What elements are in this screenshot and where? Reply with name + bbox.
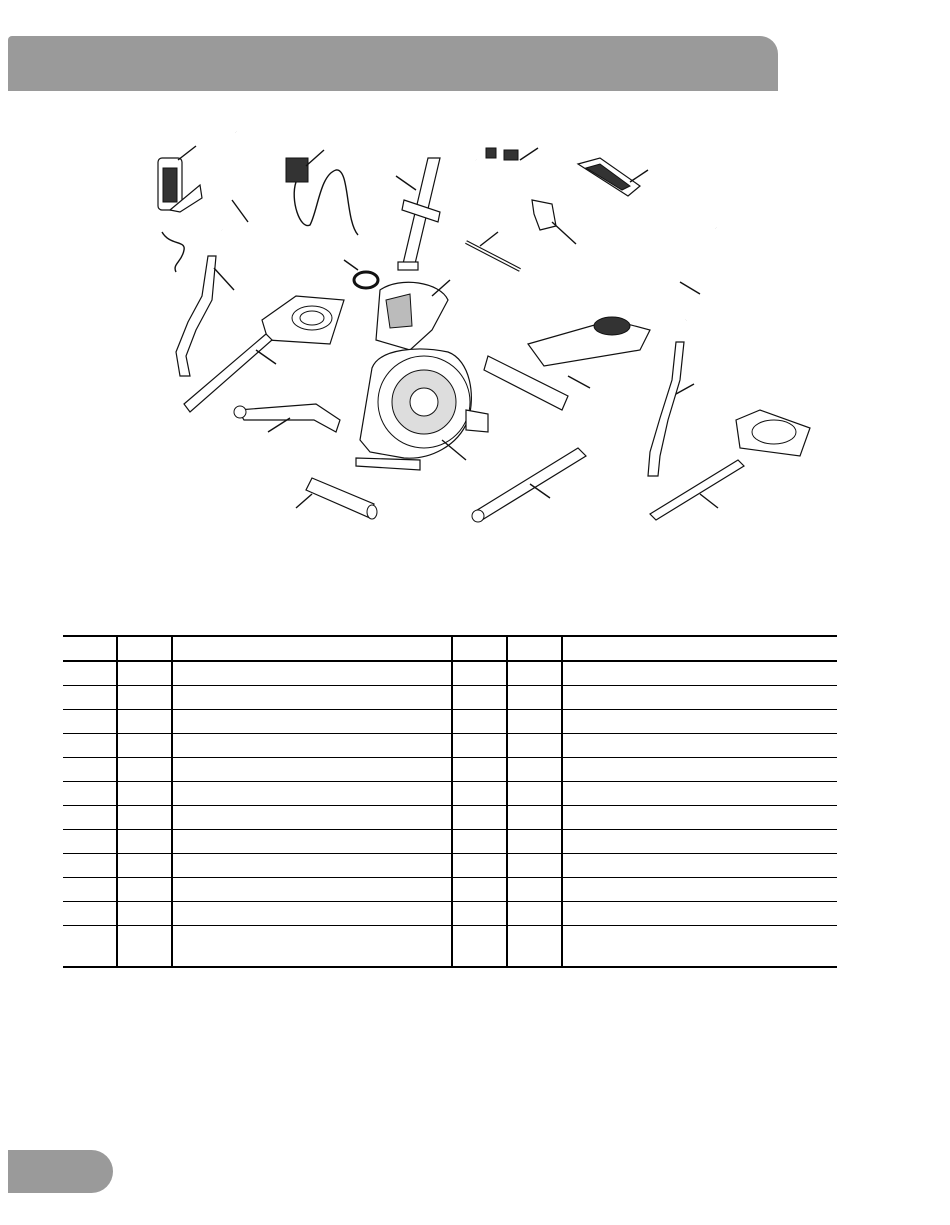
cell xyxy=(63,782,117,806)
accessory-tray xyxy=(578,158,648,196)
cell xyxy=(452,902,507,926)
front-post xyxy=(396,158,440,270)
cell xyxy=(452,926,507,968)
cell xyxy=(117,686,172,710)
cell xyxy=(452,661,507,686)
cell xyxy=(63,661,117,686)
cell xyxy=(507,902,562,926)
cell xyxy=(63,758,117,782)
col-key-no-2 xyxy=(452,636,507,661)
header-bar xyxy=(8,36,778,91)
cell xyxy=(507,710,562,734)
rear-stabilizer xyxy=(484,317,650,410)
cell xyxy=(117,902,172,926)
wave-washer xyxy=(344,260,378,288)
cell xyxy=(63,830,117,854)
col-key-no xyxy=(63,636,117,661)
table-row xyxy=(63,902,837,926)
table-row xyxy=(63,686,837,710)
table-row xyxy=(63,854,837,878)
cell xyxy=(172,902,452,926)
cell xyxy=(117,806,172,830)
cell xyxy=(172,734,452,758)
front-shroud xyxy=(376,280,450,350)
cell xyxy=(562,782,837,806)
cell xyxy=(507,878,562,902)
cell xyxy=(63,902,117,926)
cell xyxy=(63,806,117,830)
table-header-row xyxy=(63,636,837,661)
upper-handlebar-left xyxy=(221,132,248,230)
cell xyxy=(562,661,837,686)
cell xyxy=(452,854,507,878)
cell xyxy=(562,710,837,734)
cell xyxy=(172,686,452,710)
cell xyxy=(172,926,452,968)
cell xyxy=(63,734,117,758)
main-frame-flywheel xyxy=(356,349,488,470)
pedal-arm-right xyxy=(650,410,810,520)
page-number-tab xyxy=(8,1150,113,1193)
pulse-grip-handle xyxy=(476,148,538,181)
col-description-2 xyxy=(562,636,837,661)
cell xyxy=(172,758,452,782)
connecting-arm xyxy=(472,448,586,522)
cell xyxy=(452,830,507,854)
cell xyxy=(507,926,562,968)
cell xyxy=(562,734,837,758)
cell xyxy=(562,878,837,902)
cell xyxy=(562,830,837,854)
cell xyxy=(562,758,837,782)
cell xyxy=(63,686,117,710)
table-row xyxy=(63,926,837,968)
cell xyxy=(452,806,507,830)
table-row xyxy=(63,758,837,782)
cell xyxy=(117,661,172,686)
cell xyxy=(63,926,117,968)
cell xyxy=(452,734,507,758)
cell xyxy=(507,830,562,854)
table-row xyxy=(63,710,837,734)
front-stabilizer-tube xyxy=(296,478,377,519)
sensor-cable xyxy=(162,232,184,272)
table-row xyxy=(63,830,837,854)
cell xyxy=(507,806,562,830)
cell xyxy=(507,734,562,758)
cell xyxy=(452,758,507,782)
cell xyxy=(172,710,452,734)
axle-rod xyxy=(466,232,520,270)
cell xyxy=(117,926,172,968)
cell xyxy=(562,806,837,830)
upper-handlebar-right xyxy=(680,228,733,320)
cell xyxy=(117,758,172,782)
cell xyxy=(452,782,507,806)
table-row xyxy=(63,661,837,686)
cell xyxy=(172,782,452,806)
col-part-no xyxy=(117,636,172,661)
lower-handlebar-left xyxy=(176,256,234,376)
pedal-arm-left xyxy=(184,296,344,412)
lower-handlebar-right xyxy=(648,342,694,476)
cell xyxy=(172,806,452,830)
cell xyxy=(117,830,172,854)
cell xyxy=(562,902,837,926)
cell xyxy=(63,878,117,902)
cell xyxy=(452,710,507,734)
cell xyxy=(507,758,562,782)
cell xyxy=(117,734,172,758)
cell xyxy=(172,878,452,902)
exploded-parts-illustration xyxy=(0,100,950,540)
power-adapter xyxy=(286,150,358,235)
cell xyxy=(562,926,837,968)
cell xyxy=(172,661,452,686)
cell xyxy=(117,782,172,806)
col-description xyxy=(172,636,452,661)
col-part-no-2 xyxy=(507,636,562,661)
cell xyxy=(172,854,452,878)
cell xyxy=(63,854,117,878)
table-row xyxy=(63,806,837,830)
table-row xyxy=(63,782,837,806)
console-part xyxy=(158,146,202,212)
cell xyxy=(507,782,562,806)
cell xyxy=(172,830,452,854)
cell xyxy=(117,710,172,734)
cell xyxy=(117,854,172,878)
parts-list-table xyxy=(63,635,837,968)
cell xyxy=(562,686,837,710)
cell xyxy=(507,661,562,686)
cell xyxy=(452,686,507,710)
cell xyxy=(507,686,562,710)
cell xyxy=(452,878,507,902)
crank-arm xyxy=(234,404,340,432)
cell xyxy=(63,710,117,734)
cell xyxy=(562,854,837,878)
table-row xyxy=(63,878,837,902)
mount-bracket xyxy=(532,200,576,244)
table-row xyxy=(63,734,837,758)
cell xyxy=(507,854,562,878)
cell xyxy=(117,878,172,902)
